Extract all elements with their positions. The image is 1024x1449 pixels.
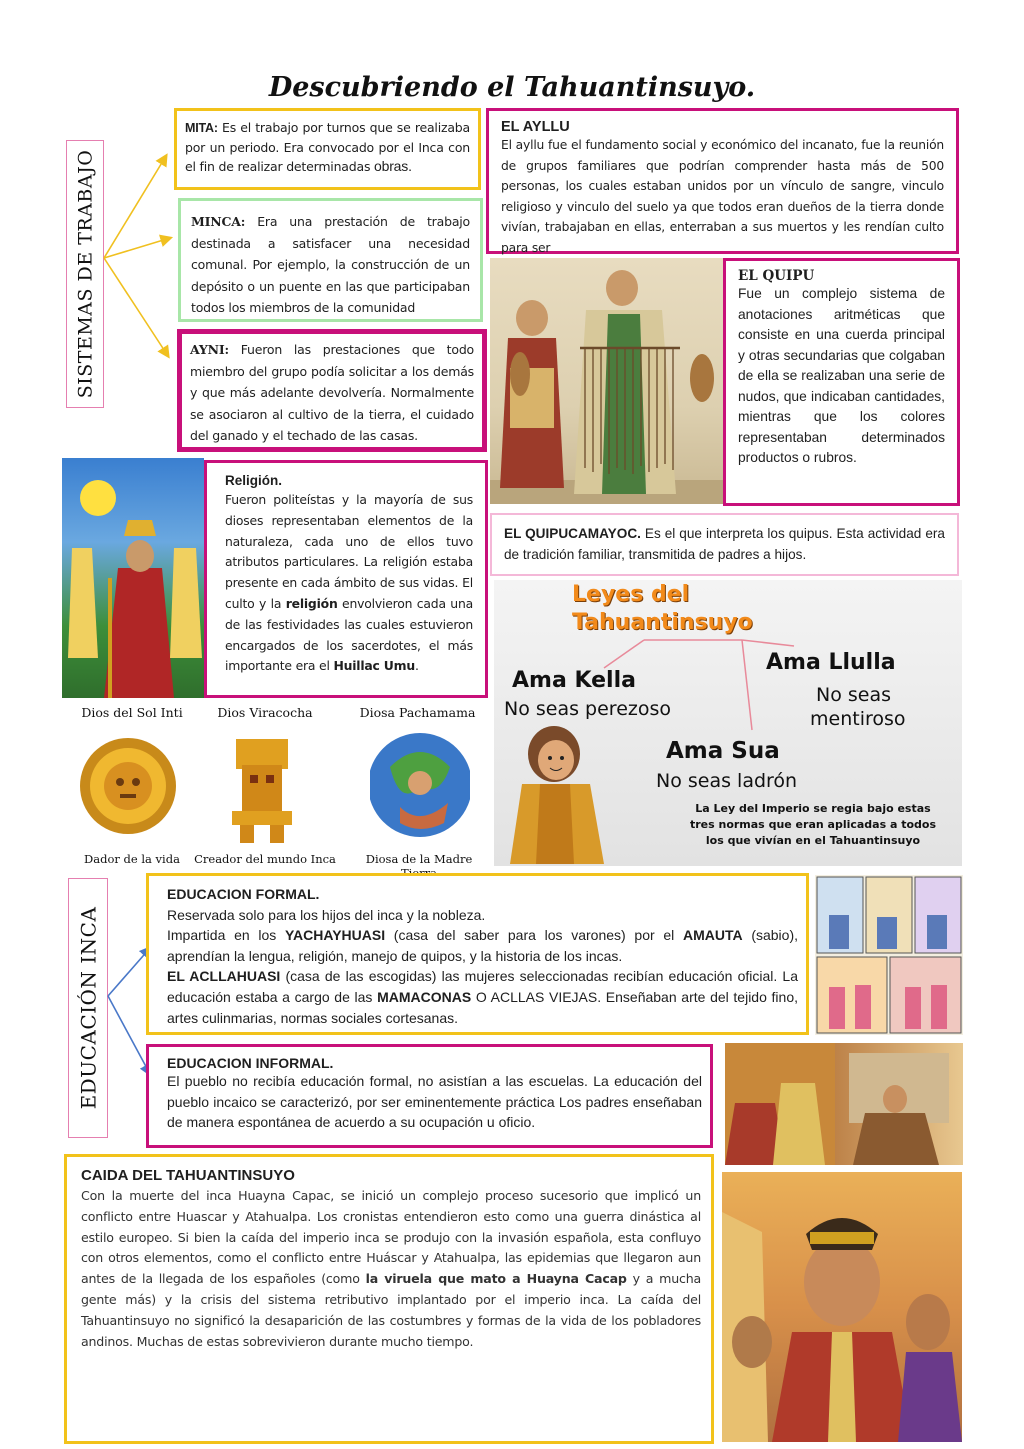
leyes-title-2: Tahuantinsuyo — [572, 610, 753, 635]
caida-heading: CAIDA DEL TAHUANTINSUYO — [81, 1167, 295, 1184]
quipu-figures — [490, 258, 728, 504]
inca-cartoon — [500, 720, 620, 864]
sistemas-label: SISTEMAS DE TRABAJO — [74, 149, 96, 399]
religion-p3: . — [414, 658, 419, 674]
ayllu-heading: EL AYLLU — [501, 119, 570, 135]
caida-b1: la viruela que mato a Huayna Cacap — [365, 1271, 627, 1287]
dios-caption-3: Diosa de la Madre — [365, 852, 473, 866]
quipucamayoc-text: Es el que interpreta los quipus. Esta actividad era de tradición familiar, transmitida de padres a hijos. — [504, 526, 945, 562]
informal-painting — [725, 1043, 963, 1165]
ley-llulla: Ama Llulla — [766, 650, 896, 675]
religion-p1: Fueron politeístas y la mayoría de sus dioses representaban elementos de la naturaleza, cada uno de ellos tuvo atributos particulares. La religión estaba presente en cada ámbito de sus vidas. El culto y la — [225, 492, 473, 611]
ayllu-text: El ayllu fue el fundamento social y económico del incanato, fue la reunión de grupos familiares que podrían comprender hasta más de 500 personas, los cuales estaban unidos por un vínculo de sangre, vinculo religioso y vinculo del suelo ya que todos eran dueños de la tierra donde vivían, trabajaban en ellas, enterraban a sus muertos y les rendían culto para ser — [501, 138, 944, 255]
ayni-box — [177, 329, 487, 452]
inti-painting — [62, 458, 204, 698]
ley-kella-sub: No seas perezoso — [504, 698, 672, 720]
ley-kella: Ama Kella — [512, 668, 636, 693]
formal-acllahuasi: EL ACLLAHUASI — [167, 968, 281, 985]
educacion-label: EDUCACIÓN INCA — [76, 906, 100, 1110]
caida-p1: Con la muerte del inca Huayna Capac, se inició un complejo proceso sucesorio que implicó un conflicto entre Huascar y Atahualpa. Los cronistas entendieron esto como una guerra dinástica al estilo europeo. Si bien la caída del imperio inca se produjo con la invasión española, esta confluyo con otros elementos, como el conflicto entre Huáscar y Atahualpa, las epidemias que llegaron aun antes de la llegada de los españoles (como — [81, 1188, 701, 1287]
mita-box — [174, 108, 481, 190]
informal-heading: EDUCACION INFORMAL. — [167, 1055, 334, 1071]
dios-name-3: Diosa Pachamama — [359, 705, 476, 720]
minca-box — [178, 198, 483, 322]
leyes-title-1: Leyes del — [572, 582, 690, 607]
dios-inti-image — [78, 732, 178, 842]
ley-llulla-sub-2: mentiroso — [810, 708, 906, 730]
mita-text: Es el trabajo por turnos que se realizaba por un periodo. Era convocado por el Inca con el fin de realizar determinadas — [185, 120, 470, 174]
formal-yachayhuasi: YACHAYHUASI — [284, 927, 386, 944]
quipu-illustration — [490, 258, 728, 504]
dios-pachamama-image — [370, 727, 470, 843]
ley-llulla-sub-1: No seas — [816, 684, 892, 706]
education-comic-art — [815, 875, 963, 1035]
leyes-note-2: tres normas que eran aplicadas a todos — [689, 818, 937, 831]
formal-l3d: O ACLLAS VIEJAS. Enseñaban arte del tejido fino, artes culinmarias, normas sociales cortesanas. — [167, 988, 798, 1026]
quipu-heading: EL QUIPU — [738, 268, 815, 284]
ayni-term: AYNI: — [190, 342, 229, 357]
leyes-note-3: los que vivían en el Tahuantinsuyo — [705, 834, 921, 847]
leyes-note-1: La Ley del Imperio se regia bajo estas — [695, 802, 931, 815]
quipucamayoc-box — [490, 513, 959, 576]
formal-line-1: Reservada solo para los hijos del inca y la nobleza. — [167, 906, 486, 923]
religion-p2: envolvieron cada una de las festividades las cuales estuvieron encargados de los sacerdotes, el más importante era el — [225, 595, 473, 674]
dios-name-2: Dios Viracocha — [217, 705, 313, 720]
quipu-text: Fue un complejo sistema de anotaciones aritméticas que consiste en una cuerda principal y otras secundarias que colgaban de ella se realizaban una serie de nudos, que indicaban cantidades, mientras que los colores representaban determinados productos o rubros. — [738, 286, 945, 465]
mita-tail: obras. — [374, 158, 412, 174]
dios-name-1: Dios del Sol Inti — [81, 705, 183, 720]
informal-text: El pueblo no recibía educación formal, no asistían a las escuelas. La educación del pueblo incaico se caracterizó, por ser eminentemente práctica Los padres enseñaban de manera espontánea de acuerdo a su ocupación u oficio. — [167, 1073, 702, 1131]
ley-sua: Ama Sua — [666, 738, 780, 764]
quipucamayoc-term: EL QUIPUCAMAYOC. — [504, 526, 641, 541]
formal-l2c: (casa del saber para los varones) por el — [385, 927, 683, 944]
educacion-informal-box — [146, 1044, 713, 1148]
mita-term: MITA: — [185, 121, 218, 135]
minca-term: MINCA: — [191, 214, 246, 229]
formal-l3b: (casa de las escogidas) las mujeres seleccionadas recibían educación oficial. La educación estaba a cargo de las — [167, 968, 798, 1005]
dios-caption-1: Dador de la vida — [84, 852, 180, 866]
inca-warriors-art — [722, 1172, 962, 1442]
formal-amauta: AMAUTA — [682, 927, 743, 944]
caida-p2: y a mucha gente más) y la crisis del sistema retributivo implantado por el imperio inca. La caída del Tahuantinsuyo no significó la desaparición de las costumbres y formas de la vida de los pobladores andinos. Muchas de estas sobrevivieron durante mucho tiempo. — [81, 1271, 701, 1349]
dios-caption-2: Creador del mundo Inca — [194, 852, 336, 866]
inti-figures — [62, 458, 204, 698]
religion-heading: Religión. — [225, 473, 282, 488]
formal-mamaconas: MAMACONAS — [377, 988, 472, 1005]
sistemas-label-box — [66, 140, 104, 408]
formal-l2e: (sabio), aprendían la lengua, religión, manejo de quipos, y la historia de los incas. — [167, 927, 799, 964]
formal-heading: EDUCACION FORMAL. — [167, 886, 320, 902]
caida-box — [64, 1154, 714, 1444]
ayllu-box — [486, 108, 959, 254]
formal-l2a: Impartida en los — [167, 927, 285, 944]
ley-sua-sub: No seas ladrón — [656, 770, 798, 792]
education-comic — [815, 875, 963, 1035]
religion-b2: Huillac Umu — [333, 658, 415, 674]
educacion-label-box — [68, 878, 108, 1138]
ayni-text: Fueron las prestaciones que todo miembro del grupo podía solicitar a los demás y que más adelante devolvería. Normalmente se asociaron al cultivo de la tierra, el cuidado del ganado y el techado de las casas. — [190, 342, 474, 443]
page-title: Descubriendo el Tahuantinsuyo. — [268, 72, 756, 103]
dios-viracocha-image — [222, 735, 302, 845]
educacion-formal-box — [146, 873, 809, 1035]
informal-painting-art — [725, 1043, 963, 1165]
religion-b1: religión — [285, 595, 338, 611]
quipu-box — [723, 258, 960, 506]
minca-text: Era una prestación de trabajo destinada a satisfacer una necesidad comunal. Por ejemplo, la construcción de un depósito o un puente en las que participaban todos los miembros de la comunidad — [191, 214, 470, 315]
leyes-panel — [494, 580, 962, 866]
religion-box — [204, 460, 488, 698]
inca-warriors-illustration — [722, 1172, 962, 1442]
